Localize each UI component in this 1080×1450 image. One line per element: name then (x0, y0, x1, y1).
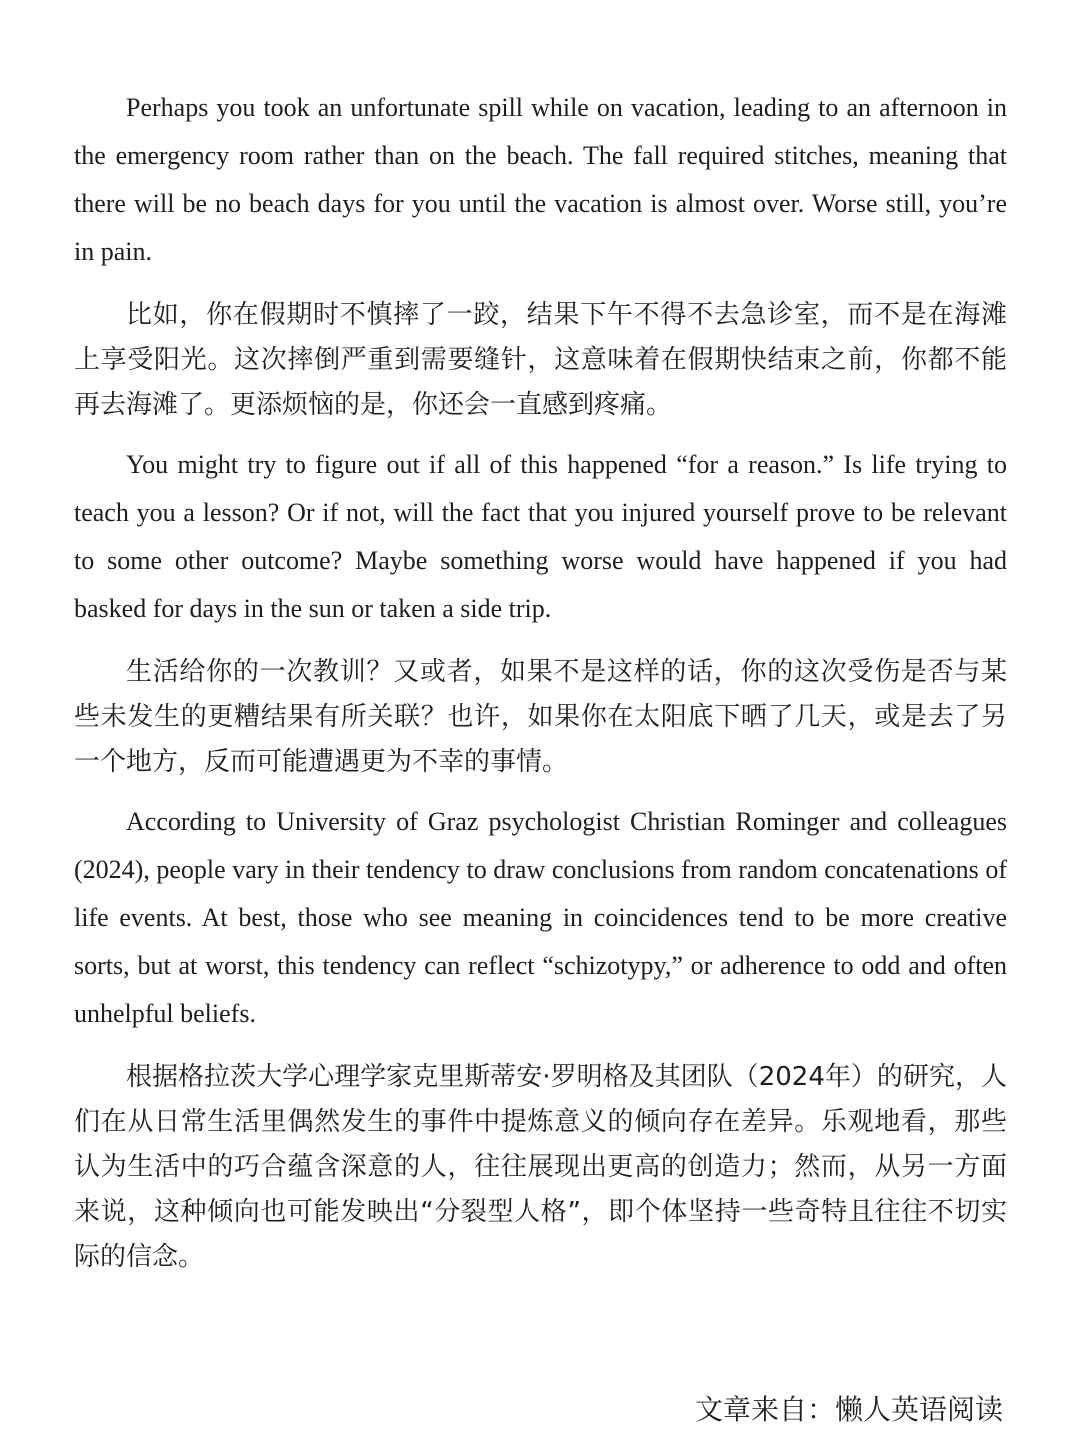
article-body (74, 84, 1007, 1280)
paragraph-chinese-1: 比如，你在假期时不慎摔了一跤，结果下午不得不去急诊室，而不是在海滩上享受阳光。这次摔倒严重到需要缝针，这意味着在假期快结束之前，你都不能再去海滩了。更添烦恼的是，你还会一直感到疼痛。 (74, 300, 1007, 420)
paragraph-chinese-2: 生活给你的一次教训？又或者，如果不是这样的话，你的这次受伤是否与某些未发生的更糟结果有所关联？也许，如果你在太阳底下晒了几天，或是去了另一个地方，反而可能遭遇更为不幸的事情。 (74, 657, 1007, 777)
paragraph-chinese-3: 根据格拉茨大学心理学家克里斯蒂安·罗明格及其团队（2024年）的研究，人们在从日常生活里偶然发生的事件中提炼意义的倾向存在差异。乐观地看，那些认为生活中的巧合蕴含深意的人，往往展现出更高的创造力；然而，从另一方面来说，这种倾向也可能发映出“分裂型人格”，即个体坚持一些奇特且往往不切实际的信念。 (74, 1062, 1007, 1272)
paragraph-english-1: Perhaps you took an unfortunate spill while on vacation, leading to an afternoon in the emergency room rather than on the beach. The fall required stitches, meaning that there will be no beach days for you until the vacation is almost over. Worse still, you’re in pain. (74, 93, 1007, 266)
paragraph-english-3: According to University of Graz psychologist Christian Rominger and colleagues (2024), people vary in their tendency to draw conclusions from random concatenations of life events. At best, those who see meaning in coincidences tend to be more creative sorts, but at worst, this tendency can reflect “schizotypy,” or adherence to odd and often unhelpful beliefs. (74, 807, 1007, 1028)
paragraph-english-2: You might try to figure out if all of this happened “for a reason.” Is life trying to teach you a lesson? Or if not, will the fact that you injured yourself prove to be relevant to some other outcome? Maybe something worse would have happened if you had basked for days in the sun or taken a side trip. (74, 450, 1007, 623)
source-attribution: 文章来自：懒人英语阅读 (694, 1393, 1003, 1426)
